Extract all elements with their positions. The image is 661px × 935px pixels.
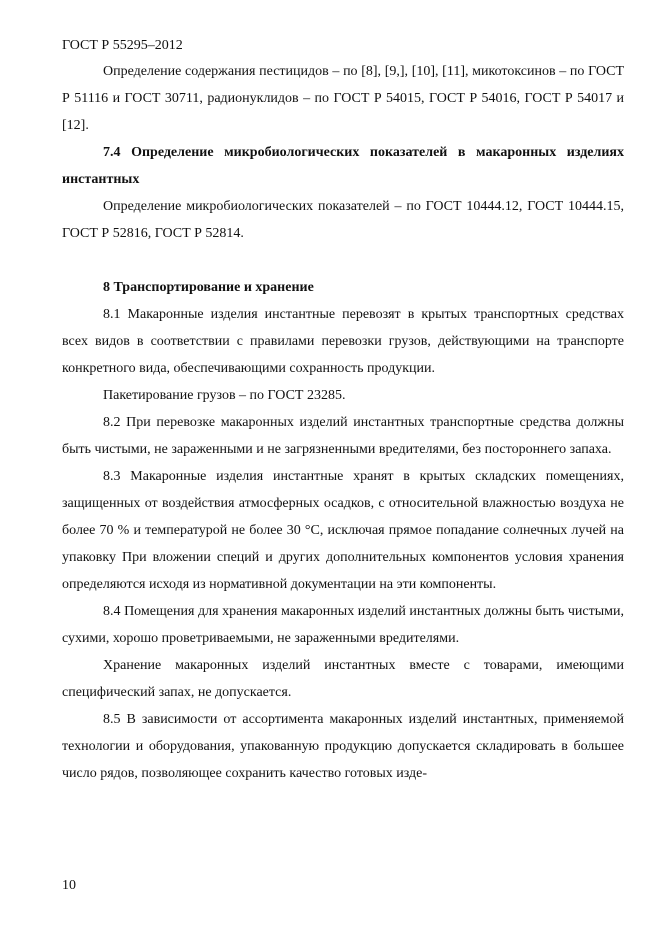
paragraph-packaging: Пакетирование грузов – по ГОСТ 23285. (103, 388, 346, 403)
paragraph-8-5: 8.5 В зависимости от ассортимента макаронных изделий инстантных, применяемой технологии и оборудования, упакованную продукцию допускается складировать в большее число рядов, позволяющее сохранить качество готовых изде- (62, 712, 624, 781)
page-number: 10 (62, 878, 76, 893)
paragraph-storage: Хранение макаронных изделий инстантных вместе с товарами, имеющими специфический запах, не допускается. (62, 658, 624, 700)
document-header: ГОСТ Р 55295–2012 (62, 38, 183, 53)
paragraph-8-3: 8.3 Макаронные изделия инстантные хранят в крытых складских помещениях, защищенных от воздействия атмосферных осадков, с относительной влажностью воздуха не более 70 % и температурой не более 30 °С, исключая прямое попадание солнечных лучей на упаковку При вложении специй и других дополнительных компонентов условия хранения определяются исходя из нормативной документации на эти компоненты. (62, 469, 624, 592)
document-body (62, 58, 624, 787)
heading-section-8: 8 Транспортирование и хранение (103, 280, 314, 295)
heading-7-4: 7.4 Определение микробиологических показателей в макаронных изделиях инстантных (62, 145, 624, 187)
paragraph-pesticides: Определение содержания пестицидов – по [8], [9,], [10], [11], микотоксинов – по ГОСТ Р 51116 и ГОСТ 30711, радионуклидов – по ГОСТ Р 54015, ГОСТ Р 54016, ГОСТ Р 54017 и [12]. (62, 64, 624, 133)
paragraph-8-4: 8.4 Помещения для хранения макаронных изделий инстантных должны быть чистыми, сухими, хорошо проветриваемыми, не зараженными вредителями. (62, 604, 624, 646)
paragraph-microbiology: Определение микробиологических показателей – по ГОСТ 10444.12, ГОСТ 10444.15, ГОСТ Р 52816, ГОСТ Р 52814. (62, 199, 624, 241)
paragraph-8-1: 8.1 Макаронные изделия инстантные перевозят в крытых транспортных средствах всех видов в соответствии с правилами перевозки грузов, действующими на транспорте конкретного вида, обеспечивающими сохранность продукции. (62, 307, 624, 376)
paragraph-8-2: 8.2 При перевозке макаронных изделий инстантных транспортные средства должны быть чистыми, не зараженными и не загрязненными вредителями, без постороннего запаха. (62, 415, 624, 457)
